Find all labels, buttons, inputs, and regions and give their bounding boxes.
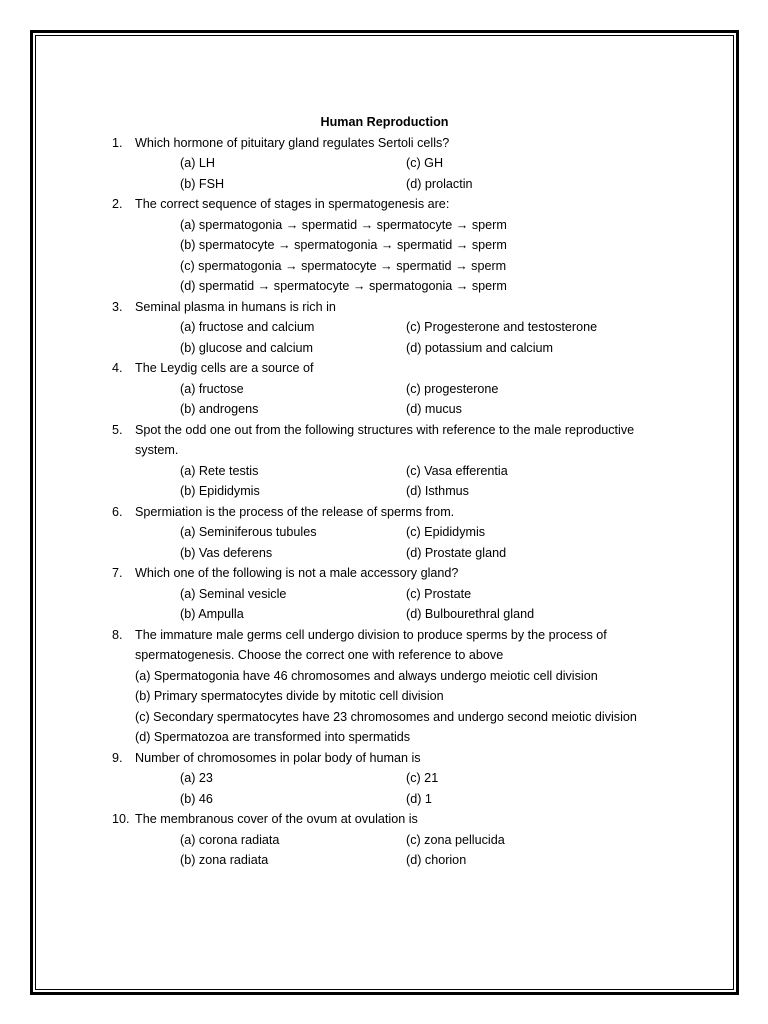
option-d: (d) 1 [406,791,432,806]
question-text: Spermiation is the process of the release of sperms from. [135,504,455,519]
option-d: (d) Spermatozoa are transformed into spermatids [135,730,411,744]
options-8 [112,666,672,748]
question-number: 10. [112,812,130,826]
option-b: (b) glucose and calcium [180,340,313,355]
option-a: (a) fructose and calcium [180,320,315,334]
question-number: 9. [112,750,123,765]
options-7 [112,584,672,625]
option-b: (b) spermatocyte → spermatogonia → spermatid → sperm [180,238,507,252]
question-text: Which hormone of pituitary gland regulates Sertoli cells? [135,135,450,150]
question-text: The membranous cover of the ovum at ovulation is [135,812,418,826]
option-a: (a) corona radiata [180,832,280,847]
question-8 [112,625,672,666]
question-text: The Leydig cells are a source of [135,361,314,375]
options-5 [112,461,672,502]
option-b: (b) zona radiata [180,853,269,867]
option-d: (d) Prostate gland [406,545,507,560]
option-c: (c) progesterone [406,381,499,396]
option-b: (b) FSH [180,176,225,191]
question-number: 8. [112,627,123,642]
question-9 [112,748,672,769]
question-text: The correct sequence of stages in spermatogenesis are: [135,197,450,211]
option-a: (a) 23 [180,771,213,785]
question-number: 3. [112,299,123,314]
option-b: (b) Ampulla [180,607,244,621]
question-6 [112,502,672,523]
question-text: The immature male germs cell undergo division to produce sperms by the process of spermatogenesis. Choose the correct one with reference to above [135,627,607,662]
option-c: (c) Vasa efferentia [406,463,508,478]
question-number: 6. [112,504,123,519]
options-6 [112,522,672,563]
question-3 [112,297,672,318]
question-10 [112,809,672,830]
worksheet-title: Human Reproduction [320,115,449,129]
option-a: (a) fructose [180,381,244,396]
option-c: (c) Secondary spermatocytes have 23 chromosomes and undergo second meiotic division [135,709,637,724]
question-text: Spot the odd one out from the following structures with reference to the male reproductive system. [135,422,635,457]
options-10 [112,830,672,871]
option-c: (c) Prostate [406,586,472,601]
option-a: (a) Seminiferous tubules [180,525,317,539]
option-b: (b) Vas deferens [180,545,273,560]
question-5 [112,420,672,461]
option-c: (c) Progesterone and testosterone [406,320,598,334]
options-9 [112,768,672,809]
option-c: (c) GH [406,156,444,170]
question-text: Number of chromosomes in polar body of human is [135,750,421,765]
option-b: (b) Primary spermatocytes divide by mitotic cell division [135,689,444,703]
option-d: (d) potassium and calcium [406,340,553,355]
option-c: (c) spermatogonia → spermatocyte → spermatid → sperm [180,258,507,273]
question-2 [112,194,672,215]
option-d: (d) Bulbourethral gland [406,607,535,621]
option-d: (d) mucus [406,402,462,416]
option-a: (a) Spermatogonia have 46 chromosomes and always undergo meiotic cell division [135,668,598,683]
question-number: 2. [112,197,123,211]
options-2 [112,215,672,297]
option-a: (a) Rete testis [180,463,259,478]
options-3 [112,317,672,358]
question-number: 5. [112,422,123,437]
option-b: (b) Epididymis [180,484,260,498]
option-d: (d) Isthmus [406,484,469,498]
option-c: (c) 21 [406,771,439,785]
option-d: (d) chorion [406,853,467,867]
question-7 [112,563,672,584]
option-a: (a) spermatogonia → spermatid → spermatocyte → sperm [180,217,507,232]
question-text: Seminal plasma in humans is rich in [135,299,336,314]
options-1 [112,153,672,194]
options-4 [112,379,672,420]
worksheet [112,112,672,871]
question-text: Which one of the following is not a male accessory gland? [135,566,459,580]
option-b: (b) androgens [180,402,259,416]
question-number: 4. [112,361,123,375]
question-number: 7. [112,566,123,580]
option-b: (b) 46 [180,791,213,806]
question-number: 1. [112,135,123,150]
question-4 [112,358,672,379]
option-c: (c) Epididymis [406,525,486,539]
option-d: (d) prolactin [406,176,473,191]
option-a: (a) Seminal vesicle [180,586,287,601]
question-1 [112,133,672,154]
option-a: (a) LH [180,156,215,170]
option-c: (c) zona pellucida [406,832,505,847]
option-d: (d) spermatid → spermatocyte → spermatogonia → sperm [180,279,507,293]
